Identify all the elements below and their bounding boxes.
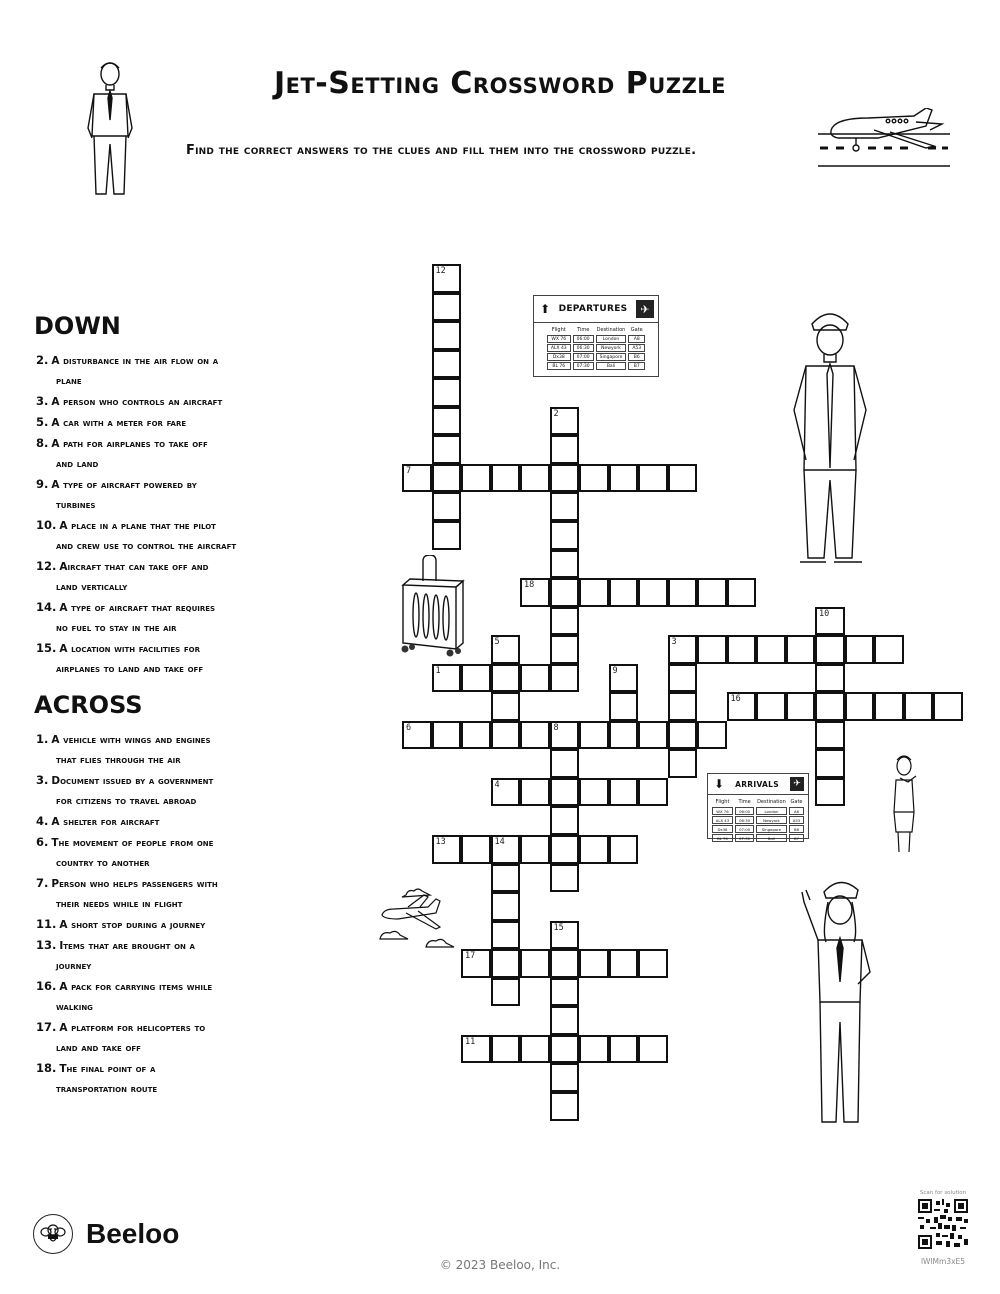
crossword-cell[interactable] bbox=[491, 1035, 521, 1064]
down-clue bbox=[36, 433, 326, 474]
crossword-cell[interactable] bbox=[432, 321, 462, 350]
qr-code-id: lWlMm3xE5 bbox=[920, 1257, 966, 1266]
board-row bbox=[712, 834, 804, 842]
across-clue-list bbox=[36, 729, 326, 1099]
board-cell: 07:00 bbox=[735, 825, 754, 833]
crossword-cell[interactable] bbox=[609, 949, 639, 978]
clue-text: A type of aircraft powered by bbox=[51, 479, 197, 491]
crossword-cell[interactable] bbox=[668, 635, 698, 664]
crossword-cell[interactable] bbox=[786, 635, 816, 664]
suitcase-illustration bbox=[400, 555, 466, 659]
crossword-cell[interactable] bbox=[550, 635, 580, 664]
crossword-cell[interactable] bbox=[432, 464, 462, 493]
cell-number: 18 bbox=[524, 580, 535, 591]
board-cell: Singapore bbox=[596, 353, 627, 361]
crossword-cell[interactable] bbox=[579, 464, 609, 493]
plane-clouds-illustration bbox=[378, 885, 458, 955]
plane-landing-icon: ✈ bbox=[790, 777, 804, 791]
crossword-cell[interactable] bbox=[668, 578, 698, 607]
crossword-cell[interactable] bbox=[668, 749, 698, 778]
crossword-cell[interactable] bbox=[933, 692, 963, 721]
board-cell: Dx38 bbox=[547, 353, 571, 361]
departures-title: DEPARTURES bbox=[558, 304, 628, 314]
crossword-cell[interactable] bbox=[550, 607, 580, 636]
board-cell: B7 bbox=[628, 362, 645, 370]
clue-number: 9. bbox=[36, 477, 49, 491]
crossword-cell[interactable] bbox=[432, 264, 462, 293]
board-row bbox=[712, 807, 804, 815]
down-clue bbox=[36, 515, 326, 556]
crossword-cell[interactable] bbox=[609, 578, 639, 607]
crossword-cell[interactable] bbox=[520, 664, 550, 693]
board-column-header: Gate bbox=[630, 327, 643, 333]
down-clue bbox=[36, 597, 326, 638]
arrow-up-icon: ⬆ bbox=[540, 302, 551, 316]
clue-number: 12. bbox=[36, 559, 57, 573]
down-clue bbox=[36, 474, 326, 515]
crossword-cell[interactable] bbox=[520, 835, 550, 864]
crossword-cell[interactable] bbox=[609, 778, 639, 807]
crossword-cell[interactable] bbox=[432, 492, 462, 521]
across-clue bbox=[36, 873, 326, 914]
crossword-cell[interactable] bbox=[697, 721, 727, 750]
crossword-cell[interactable] bbox=[491, 921, 521, 950]
board-cell: 06:30 bbox=[573, 344, 594, 352]
board-column-header: Time bbox=[577, 327, 590, 333]
crossword-cell[interactable] bbox=[432, 435, 462, 464]
crossword-cell[interactable] bbox=[520, 778, 550, 807]
crossword-cell[interactable] bbox=[727, 578, 757, 607]
crossword-cell[interactable] bbox=[550, 407, 580, 436]
board-cell: ALX 43 bbox=[712, 816, 733, 824]
crossword-cell[interactable] bbox=[727, 692, 757, 721]
crossword-cell[interactable] bbox=[550, 921, 580, 950]
crossword-cell[interactable] bbox=[609, 692, 639, 721]
cell-number: 5 bbox=[494, 637, 500, 648]
down-clue bbox=[36, 350, 326, 391]
crossword-cell[interactable] bbox=[461, 1035, 491, 1064]
board-cell: B6 bbox=[789, 825, 804, 833]
clue-text-continued: and land bbox=[56, 458, 99, 470]
plane-takeoff-icon: ✈ bbox=[636, 300, 654, 318]
down-heading: DOWN bbox=[34, 312, 121, 340]
clue-text-continued: walking bbox=[56, 1001, 93, 1013]
clue-text-continued: and crew use to control the aircraft bbox=[56, 540, 237, 552]
clue-text: A type of aircraft that requires bbox=[59, 602, 216, 614]
clue-text: A shelter for aircraft bbox=[51, 816, 160, 828]
clue-number: 17. bbox=[36, 1020, 57, 1034]
crossword-cell[interactable] bbox=[491, 664, 521, 693]
crossword-cell[interactable] bbox=[520, 949, 550, 978]
down-clue-list bbox=[36, 350, 326, 679]
board-cell: WX 76 bbox=[712, 807, 733, 815]
clue-text: Person who helps passengers with bbox=[51, 878, 218, 890]
crossword-cell[interactable] bbox=[815, 664, 845, 693]
board-column-header: Time bbox=[738, 799, 751, 805]
copyright: © 2023 Beeloo, Inc. bbox=[439, 1258, 561, 1272]
crossword-cell[interactable] bbox=[638, 778, 668, 807]
clue-text-continued: airplanes to land and take off bbox=[56, 663, 204, 675]
crossword-cell[interactable] bbox=[638, 949, 668, 978]
board-cell: Bali bbox=[756, 834, 787, 842]
clue-text: A car with a meter for fare bbox=[51, 417, 187, 429]
crossword-cell[interactable] bbox=[550, 864, 580, 893]
board-row bbox=[547, 344, 645, 352]
clue-number: 6. bbox=[36, 835, 49, 849]
crossword-cell[interactable] bbox=[520, 464, 550, 493]
crossword-cell[interactable] bbox=[491, 778, 521, 807]
male-pilot-illustration bbox=[790, 300, 870, 568]
clue-text-continued: land vertically bbox=[56, 581, 128, 593]
board-cell: A53 bbox=[628, 344, 645, 352]
clue-text: Aircraft that can take off and bbox=[59, 561, 209, 573]
cell-number: 15 bbox=[553, 922, 564, 933]
cell-number: 2 bbox=[553, 408, 559, 419]
board-cell: 07:00 bbox=[573, 353, 594, 361]
crossword-cell[interactable] bbox=[461, 835, 491, 864]
instructions: Find the correct answers to the clues and fill them into the crossword puzzle. bbox=[186, 143, 697, 158]
crossword-cell[interactable] bbox=[609, 464, 639, 493]
cell-number: 10 bbox=[819, 608, 830, 619]
crossword-cell[interactable] bbox=[491, 464, 521, 493]
across-clue bbox=[36, 770, 326, 811]
cell-number: 4 bbox=[494, 779, 500, 790]
cell-number: 9 bbox=[612, 665, 618, 676]
departures-table bbox=[545, 325, 647, 371]
clue-number: 5. bbox=[36, 415, 49, 429]
board-row bbox=[712, 816, 804, 824]
clue-number: 11. bbox=[36, 917, 57, 931]
female-pilot-illustration bbox=[800, 872, 880, 1132]
crossword-cell[interactable] bbox=[697, 578, 727, 607]
crossword-cell[interactable] bbox=[550, 435, 580, 464]
arrow-down-icon: ⬇ bbox=[714, 777, 725, 791]
crossword-cell[interactable] bbox=[432, 664, 462, 693]
down-clue bbox=[36, 391, 326, 412]
crossword-cell[interactable] bbox=[579, 778, 609, 807]
down-clue bbox=[36, 556, 326, 597]
page-title: Jet-Setting Crossword Puzzle bbox=[273, 66, 727, 101]
crossword-cell[interactable] bbox=[550, 778, 580, 807]
board-cell: 07:30 bbox=[735, 834, 754, 842]
clue-text: The final point of a bbox=[59, 1063, 156, 1075]
clue-text: A place in a plane that the pilot bbox=[59, 520, 216, 532]
crossword-cell[interactable] bbox=[756, 635, 786, 664]
board-cell: Dx38 bbox=[712, 825, 733, 833]
crossword-cell[interactable] bbox=[491, 721, 521, 750]
crossword-cell[interactable] bbox=[668, 464, 698, 493]
crossword-cell[interactable] bbox=[491, 892, 521, 921]
board-cell: Singapore bbox=[756, 825, 787, 833]
board-cell: 06:00 bbox=[573, 335, 594, 343]
clue-number: 18. bbox=[36, 1061, 57, 1075]
crossword-cell[interactable] bbox=[550, 1092, 580, 1121]
cell-number: 7 bbox=[406, 465, 412, 476]
crossword-cell[interactable] bbox=[550, 464, 580, 493]
crossword-cell[interactable] bbox=[609, 664, 639, 693]
across-clue bbox=[36, 1017, 326, 1058]
crossword-cell[interactable] bbox=[432, 835, 462, 864]
cell-number: 13 bbox=[435, 837, 446, 847]
crossword-cell[interactable] bbox=[904, 692, 934, 721]
crossword-cell[interactable] bbox=[697, 635, 727, 664]
crossword-cell[interactable] bbox=[461, 664, 491, 693]
board-column-header: Flight bbox=[551, 327, 566, 333]
board-row bbox=[712, 825, 804, 833]
crossword-cell[interactable] bbox=[550, 664, 580, 693]
clue-text: A platform for helicopters to bbox=[59, 1022, 206, 1034]
crossword-cell[interactable] bbox=[638, 1035, 668, 1064]
cell-number: 1 bbox=[435, 665, 441, 676]
crossword-cell[interactable] bbox=[668, 692, 698, 721]
crossword-cell[interactable] bbox=[638, 578, 668, 607]
board-cell: London bbox=[756, 807, 787, 815]
across-clue bbox=[36, 729, 326, 770]
clue-text-continued: country to another bbox=[56, 857, 150, 869]
clue-text: A short stop during a journey bbox=[59, 919, 206, 931]
crossword-cell[interactable] bbox=[550, 1063, 580, 1092]
solution-qr[interactable] bbox=[913, 1190, 973, 1266]
man-illustration bbox=[80, 58, 140, 198]
across-clue bbox=[36, 914, 326, 935]
clue-number: 13. bbox=[36, 938, 57, 952]
clue-text-continued: turbines bbox=[56, 499, 96, 511]
crossword-cell[interactable] bbox=[786, 692, 816, 721]
cell-number: 17 bbox=[465, 951, 476, 962]
board-cell: 06:30 bbox=[735, 816, 754, 824]
clue-text: A person who controls an aircraft bbox=[51, 396, 223, 408]
clue-number: 4. bbox=[36, 814, 49, 828]
departures-board bbox=[533, 295, 659, 377]
board-cell: A53 bbox=[789, 816, 804, 824]
arrivals-title: ARRIVALS bbox=[735, 779, 779, 789]
board-column-header: Gate bbox=[790, 799, 803, 805]
clue-text: A location with facilities for bbox=[59, 643, 200, 655]
clue-text-continued: no fuel to stay in the air bbox=[56, 622, 177, 634]
crossword-cell[interactable] bbox=[550, 949, 580, 978]
crossword-cell[interactable] bbox=[491, 978, 521, 1007]
crossword-cell[interactable] bbox=[432, 350, 462, 379]
airplane-runway-illustration bbox=[818, 108, 950, 168]
across-clue bbox=[36, 976, 326, 1017]
cell-number: 11 bbox=[465, 1036, 476, 1047]
board-cell: ALX 43 bbox=[547, 344, 571, 352]
board-cell: WX 76 bbox=[547, 335, 571, 343]
clue-text-continued: for citizens to travel abroad bbox=[56, 795, 197, 807]
across-clue bbox=[36, 811, 326, 832]
clue-number: 10. bbox=[36, 518, 57, 532]
crossword-cell[interactable] bbox=[638, 721, 668, 750]
board-column-header: Destination bbox=[757, 799, 786, 805]
board-cell: London bbox=[596, 335, 627, 343]
crossword-cell[interactable] bbox=[550, 550, 580, 579]
board-cell: B7 bbox=[789, 834, 804, 842]
cell-number: 3 bbox=[671, 637, 677, 648]
crossword-cell[interactable] bbox=[520, 721, 550, 750]
clue-text: Items that are brought on a bbox=[59, 940, 195, 952]
cell-number: 8 bbox=[553, 722, 559, 733]
clue-text: Document issued by a government bbox=[51, 775, 214, 787]
clue-text: A pack for carrying items while bbox=[59, 981, 213, 993]
crossword-cell[interactable] bbox=[609, 721, 639, 750]
crossword-cell[interactable] bbox=[579, 721, 609, 750]
crossword-cell[interactable] bbox=[579, 949, 609, 978]
clue-text: A disturbance in the air flow on a bbox=[51, 355, 219, 367]
clue-number: 8. bbox=[36, 436, 49, 450]
crossword-cell[interactable] bbox=[550, 521, 580, 550]
board-cell: 07:30 bbox=[573, 362, 594, 370]
down-clue bbox=[36, 412, 326, 433]
clue-text-continued: plane bbox=[56, 375, 82, 387]
crossword-cell[interactable] bbox=[609, 1035, 639, 1064]
clue-number: 7. bbox=[36, 876, 49, 890]
crossword-cell[interactable] bbox=[491, 864, 521, 893]
bee-icon bbox=[33, 1214, 73, 1254]
clue-number: 15. bbox=[36, 641, 57, 655]
across-clue bbox=[36, 832, 326, 873]
crossword-cell[interactable] bbox=[432, 378, 462, 407]
board-cell: BL 76 bbox=[712, 834, 733, 842]
crossword-cell[interactable] bbox=[668, 664, 698, 693]
arrivals-board bbox=[707, 773, 809, 839]
crossword-cell[interactable] bbox=[432, 521, 462, 550]
clue-number: 3. bbox=[36, 773, 49, 787]
board-cell: Newyork bbox=[596, 344, 627, 352]
crossword-cell[interactable] bbox=[579, 1035, 609, 1064]
board-column-header: Flight bbox=[715, 799, 730, 805]
crossword-cell[interactable] bbox=[432, 293, 462, 322]
clue-text: A path for airplanes to take off bbox=[51, 438, 208, 450]
crossword-cell[interactable] bbox=[815, 721, 845, 750]
board-cell: Newyork bbox=[756, 816, 787, 824]
crossword-cell[interactable] bbox=[402, 464, 432, 493]
brand-name: Beeloo bbox=[86, 1218, 180, 1249]
crossword-cell[interactable] bbox=[432, 721, 462, 750]
crossword-cell[interactable] bbox=[461, 464, 491, 493]
clue-number: 3. bbox=[36, 394, 49, 408]
clue-text-continued: that flies through the air bbox=[56, 754, 181, 766]
cell-number: 14 bbox=[494, 837, 505, 847]
clue-text: A vehicle with wings and engines bbox=[51, 734, 211, 746]
across-heading: ACROSS bbox=[34, 691, 143, 719]
board-row bbox=[547, 362, 645, 370]
crossword-cell[interactable] bbox=[461, 949, 491, 978]
cell-number: 12 bbox=[435, 266, 446, 276]
crossword-cell[interactable] bbox=[756, 692, 786, 721]
crossword-cell[interactable] bbox=[579, 578, 609, 607]
crossword-cell[interactable] bbox=[520, 578, 550, 607]
board-cell: A6 bbox=[789, 807, 804, 815]
clue-text-continued: land and take off bbox=[56, 1042, 141, 1054]
crossword-cell[interactable] bbox=[638, 464, 668, 493]
brand-logo[interactable] bbox=[33, 1214, 179, 1254]
crossword-cell[interactable] bbox=[874, 635, 904, 664]
across-clue bbox=[36, 935, 326, 976]
board-column-header: Destination bbox=[596, 327, 626, 333]
crossword-cell[interactable] bbox=[668, 721, 698, 750]
crossword-cell[interactable] bbox=[609, 835, 639, 864]
crossword-cell[interactable] bbox=[815, 607, 845, 636]
crossword-cell[interactable] bbox=[815, 692, 845, 721]
board-row bbox=[547, 335, 645, 343]
clue-text-continued: their needs while in flight bbox=[56, 898, 183, 910]
arrivals-table bbox=[710, 797, 806, 843]
crossword-cell[interactable] bbox=[402, 721, 432, 750]
crossword-cell[interactable] bbox=[845, 692, 875, 721]
crossword-cell[interactable] bbox=[727, 635, 757, 664]
crossword-cell[interactable] bbox=[550, 1006, 580, 1035]
down-clue bbox=[36, 638, 326, 679]
clue-text-continued: journey bbox=[56, 960, 92, 972]
crossword-cell[interactable] bbox=[491, 692, 521, 721]
crossword-cell[interactable] bbox=[874, 692, 904, 721]
cell-number: 16 bbox=[730, 694, 741, 705]
crossword-cell[interactable] bbox=[491, 949, 521, 978]
clue-number: 14. bbox=[36, 600, 57, 614]
crossword-cell[interactable] bbox=[815, 778, 845, 807]
clue-number: 1. bbox=[36, 732, 49, 746]
board-cell: BL 76 bbox=[547, 362, 571, 370]
board-row bbox=[547, 353, 645, 361]
qr-caption: Scan for solution bbox=[919, 1190, 967, 1196]
crossword-cell[interactable] bbox=[461, 721, 491, 750]
board-cell: Bali bbox=[596, 362, 627, 370]
crossword-cell[interactable] bbox=[491, 635, 521, 664]
crossword-cell[interactable] bbox=[550, 806, 580, 835]
crossword-cell[interactable] bbox=[815, 635, 845, 664]
crossword-cell[interactable] bbox=[550, 835, 580, 864]
clue-text: The movement of people from one bbox=[51, 837, 214, 849]
crossword-cell[interactable] bbox=[550, 749, 580, 778]
flight-attendant-illustration bbox=[886, 752, 922, 854]
crossword-cell[interactable] bbox=[550, 978, 580, 1007]
clue-number: 2. bbox=[36, 353, 49, 367]
crossword-cell[interactable] bbox=[550, 1035, 580, 1064]
crossword-cell[interactable] bbox=[815, 749, 845, 778]
cell-number: 6 bbox=[406, 722, 412, 733]
board-cell: A8 bbox=[628, 335, 645, 343]
board-cell: 06:00 bbox=[735, 807, 754, 815]
crossword-cell[interactable] bbox=[432, 407, 462, 436]
clue-text-continued: transportation route bbox=[56, 1083, 158, 1095]
clue-number: 16. bbox=[36, 979, 57, 993]
crossword-cell[interactable] bbox=[550, 492, 580, 521]
crossword-cell[interactable] bbox=[550, 721, 580, 750]
across-clue bbox=[36, 1058, 326, 1099]
crossword-cell[interactable] bbox=[550, 578, 580, 607]
crossword-cell[interactable] bbox=[579, 835, 609, 864]
crossword-cell[interactable] bbox=[520, 1035, 550, 1064]
crossword-cell[interactable] bbox=[491, 835, 521, 864]
crossword-cell[interactable] bbox=[845, 635, 875, 664]
qr-code-icon bbox=[918, 1199, 968, 1249]
board-cell: B6 bbox=[628, 353, 645, 361]
